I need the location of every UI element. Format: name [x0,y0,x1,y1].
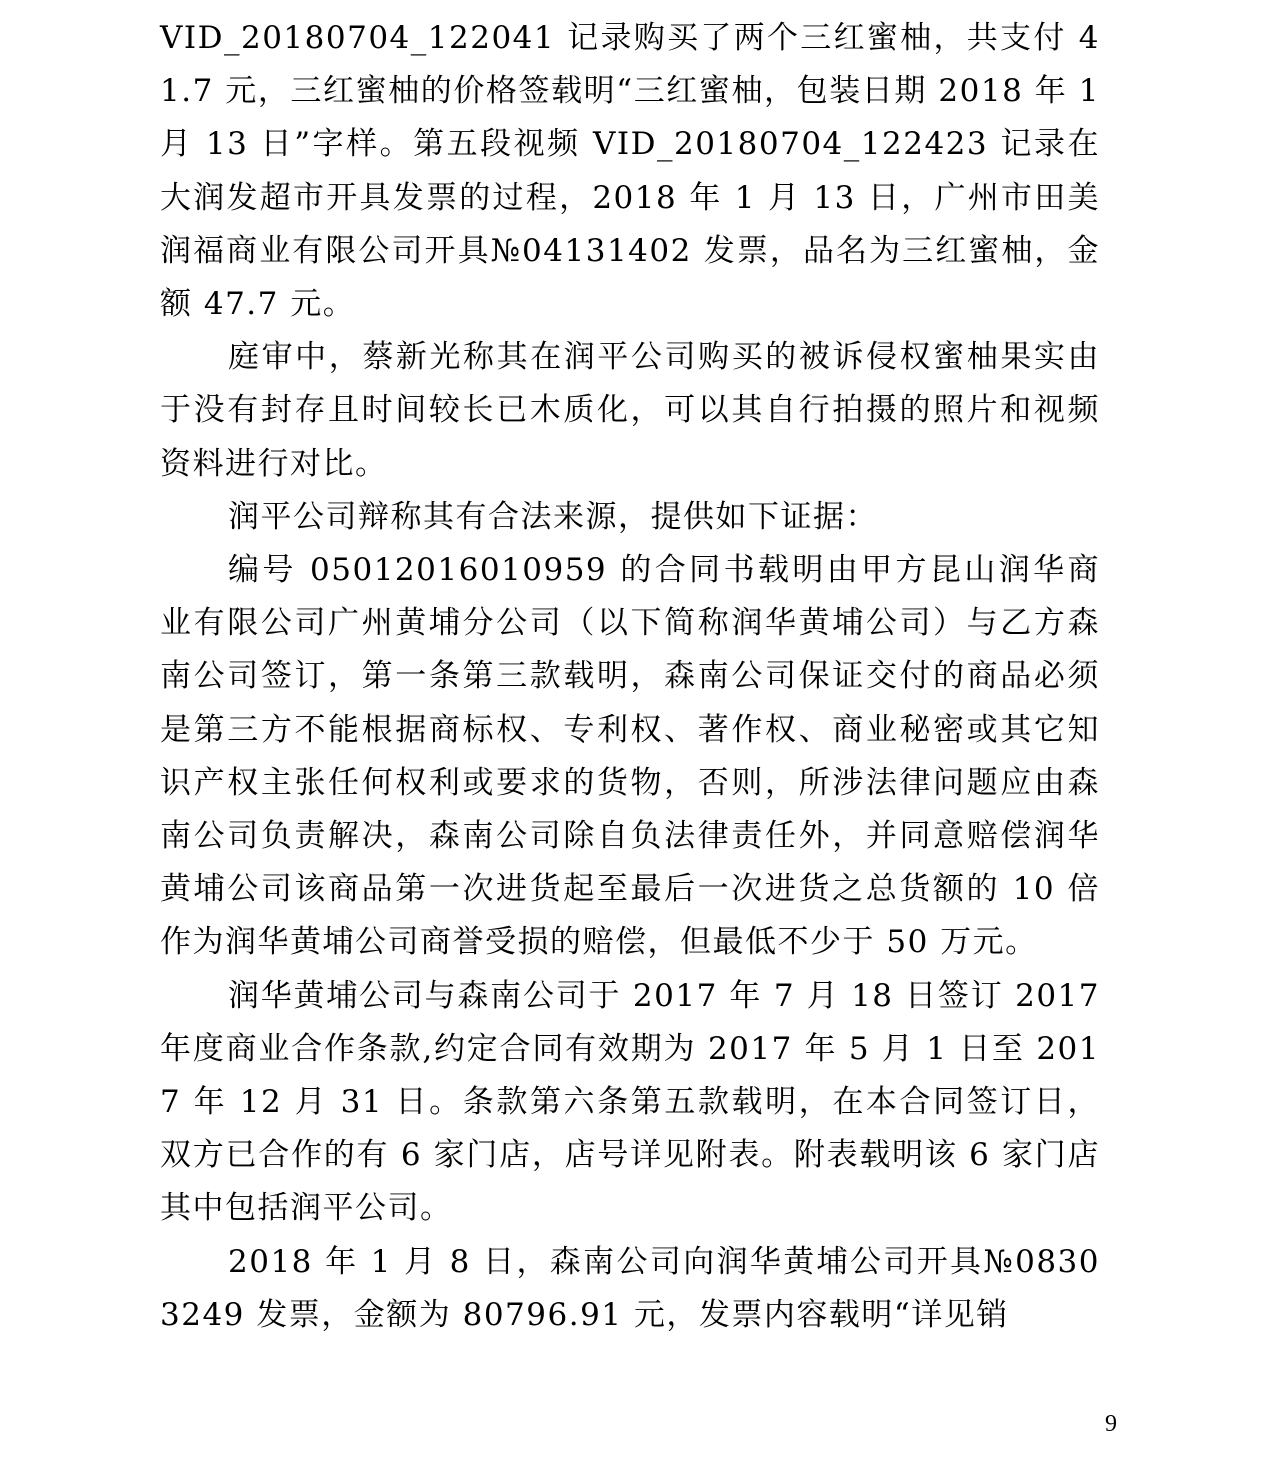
paragraph-contract-terms: 编号 05012016010959 的合同书载明由甲方昆山润华商业有限公司广州黄埔分公司（以下简称润华黄埔公司）与乙方森南公司签订，第一条第三款载明，森南公司保证交付的商品必须是第三方不能根据商标权、专利权、著作权、商业秘密或其它知识产权主张任何权利或要求的货物，否则，所涉法律问题应由森南公司负责解决，森南公司除自负法律责任外，并同意赔偿润华黄埔公司该商品第一次进货起至最后一次进货之总货额的 10 倍作为润华黄埔公司商誉受损的赔偿，但最低不少于 50 万元。 [160,552,1100,961]
document-body [160,12,1100,1342]
paragraph-continued-video-evidence: VID_20180704_122041 记录购买了两个三红蜜柚，共支付 41.7 元，三红蜜柚的价格签载明“三红蜜柚，包装日期 2018 年 1 月 13 日”字样。第五段视频 VID_20180704_122423 记录在大润发超市开具发票的过程，2018 年 1 月 13 日，广州市田美润福商业有限公司开具№04131402 发票，品名为三红蜜柚，金额 47.7 元。 [160,20,1100,323]
paragraph-court-hearing: 庭审中，蔡新光称其在润平公司购买的被诉侵权蜜柚果实由于没有封存且时间较长已木质化，可以其自行拍摄的照片和视频资料进行对比。 [160,339,1100,482]
paragraph-invoice: 2018 年 1 月 8 日，森南公司向润华黄埔公司开具№08303249 发票，金额为 80796.91 元，发票内容载明“详见销 [160,1243,1100,1333]
paragraph-cooperation-terms: 润华黄埔公司与森南公司于 2017 年 7 月 18 日签订 2017 年度商业合作条款,约定合同有效期为 2017 年 5 月 1 日至 2017 年 12 月 31 日。条款第六条第五款载明，在本合同签订日，双方已合作的有 6 家门店，店号详见附表。附表载明该 6 家门店其中包括润平公司。 [160,977,1100,1227]
paragraph-defense-claim: 润平公司辩称其有合法来源，提供如下证据： [228,498,878,535]
page-number: 9 [1105,1411,1117,1437]
